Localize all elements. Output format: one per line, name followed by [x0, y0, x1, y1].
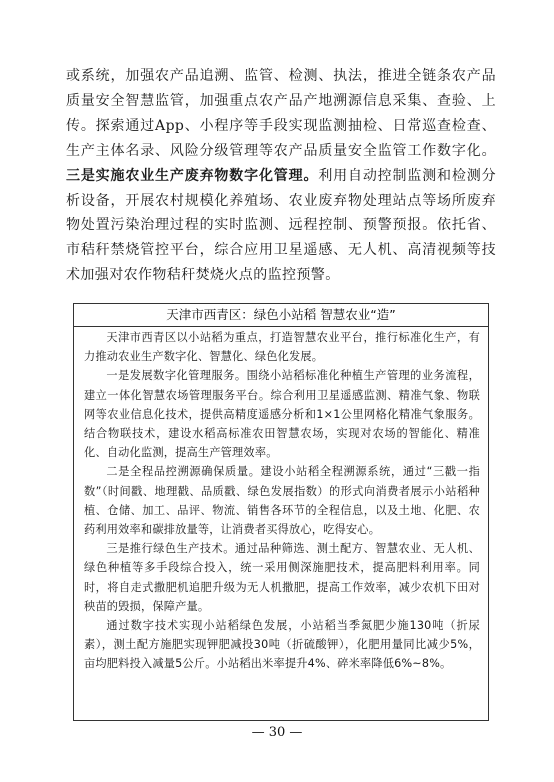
paragraph-before: 或系统，加强农产品追溯、监管、检测、执法，推进全链条农产品质量安全智慧监管，加强重点农产品产地溯源信息采集、查验、上传。探索通过App、小程序等手段实现监测抽检、日常巡查检查、生产主体名录、风险分级管理等农产品质量安全监管工作数字化。 — [66, 68, 496, 159]
case-paragraph-quality-trace: 二是全程品控溯源确保质量。建设小站稻全程溯源系统，通过“三戳一指数”（时间戳、地理戳、品质戳、绿色发展指数）的形式向消费者展示小站稻种植、仓储、加工、品评、物流、销售各环节的全程信息，以及土地、化肥、农药利用效率和碳排放量等，让消费者买得放心，吃得安心。 — [84, 465, 480, 537]
case-paragraph-intro: 天津市西青区以小站稻为重点，打造智慧农业平台，推行标准化生产，有力推动农业生产数字化、智慧化、绿色化发展。 — [84, 331, 480, 364]
case-study-box — [73, 303, 489, 721]
page-number: — 30 — — [251, 725, 303, 740]
case-paragraph-digital-management: 一是发展数字化管理服务。围绕小站稻标准化种植生产管理的业务流程，建立一体化智慧农场管理服务平台。综合利用卫星遥感监测、精准气象、物联网等农业信息化技术，提供高精度遥感分析和1×1公里网格化精准气象服务。结合物联技术，建设水稻高标准农田智慧农场，实现对农场的智能化、精准化、自动化监测，提高生产管理效率。 — [84, 369, 480, 460]
case-paragraph-green-tech: 三是推行绿色生产技术。通过品种筛选、测土配方、智慧农业、无人机、绿色种植等多手段综合投入，统一采用侧深施肥技术，提高肥料利用率。同时，将自走式撒肥机追肥升级为无人机撒肥，提高工作效率，减少农机下田对秧苗的毁损，保障产量。 — [84, 542, 480, 613]
bold-heading: 三是实施农业生产废弃物数字化管理。 — [66, 167, 319, 184]
paragraph-after: 利用自动控制监测和检测分析设备，开展农村规模化养殖场、农业废弃物处理站点等场所废弃物处置污染治理过程的实时监测、远程控制、预警预报。依托省、市秸秆禁烧管控平台，综合应用卫星遥感、无人机、高清视频等技术加强对农作物秸秆焚烧火点的监控预警。 — [66, 167, 496, 284]
case-paragraph-results: 通过数字技术实现小站稻绿色发展，小站稻当季氮肥少施130吨（折尿素），测土配方施肥实现钾肥减投30吨（折硫酸钾），化肥用量同比减少5%，亩均肥料投入减量5公斤。小站稻出米率提升4%、碎米率降低6%~8%。 — [84, 619, 480, 671]
main-paragraph — [66, 64, 496, 288]
case-study-body — [74, 327, 488, 674]
main-text — [66, 64, 496, 288]
case-study-title: 天津市西青区：绿色小站稻 智慧农业“造” — [74, 304, 488, 327]
